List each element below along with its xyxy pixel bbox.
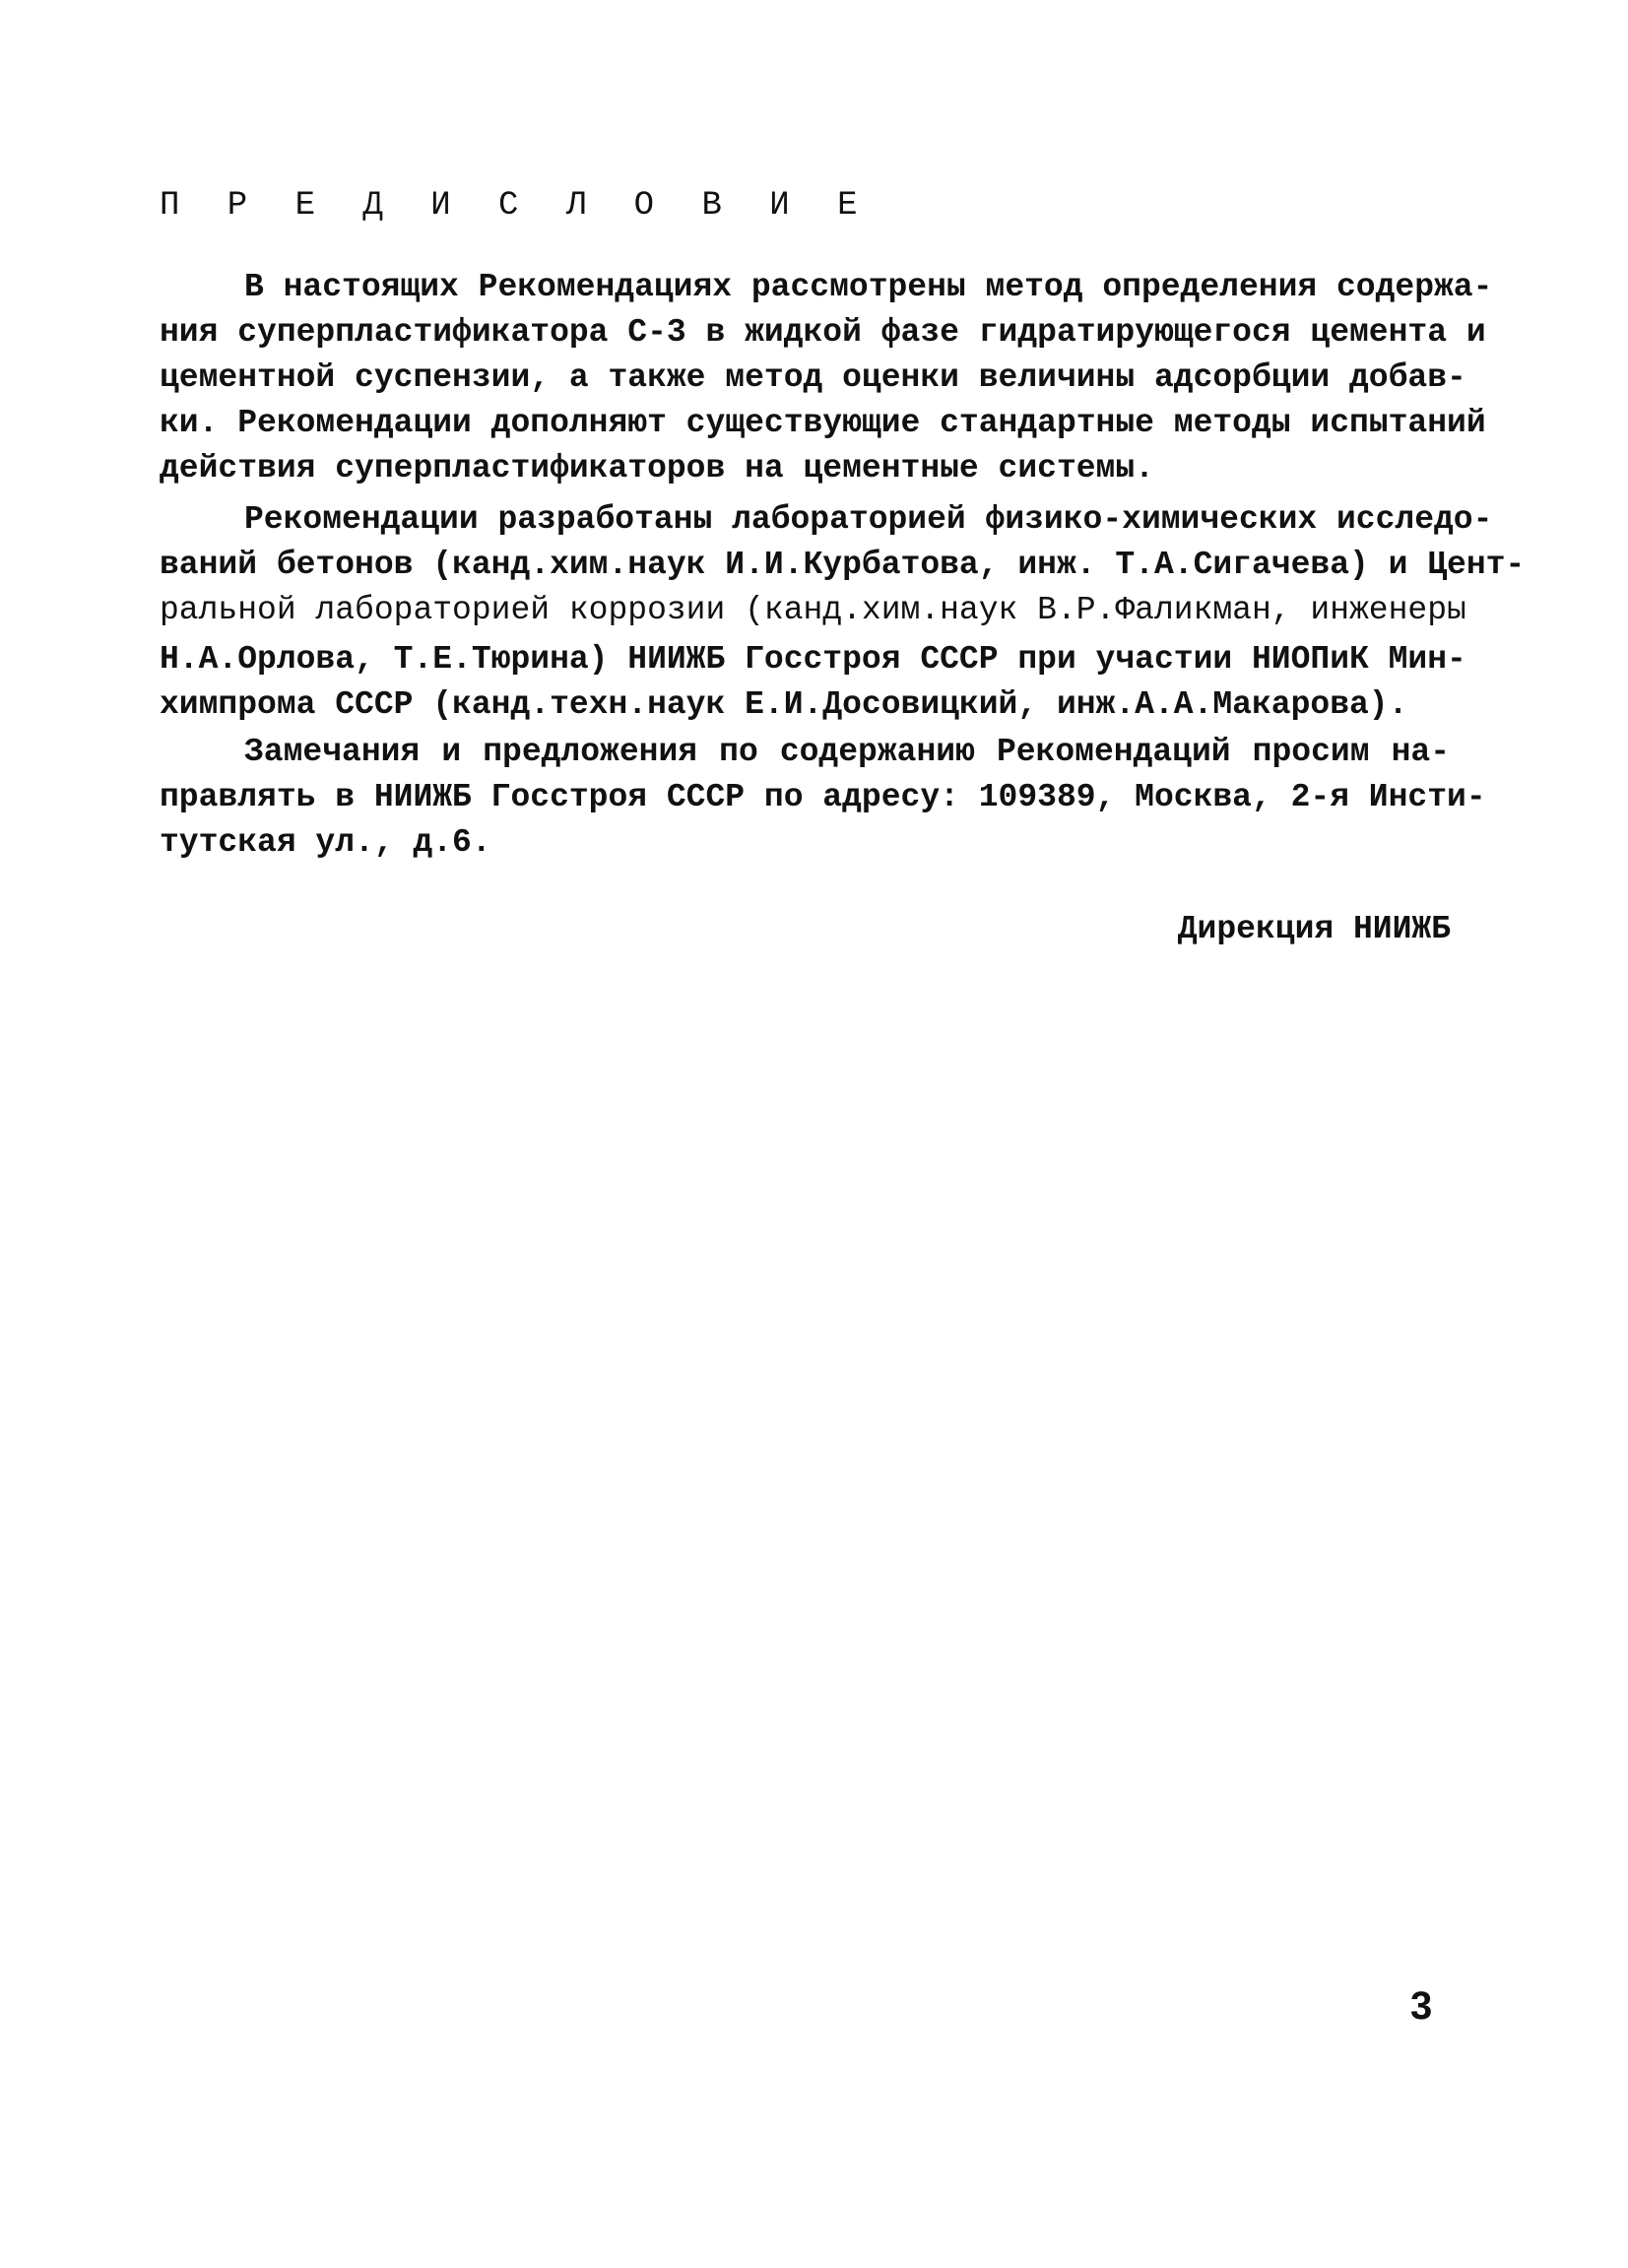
paragraph-3-line-3: тутская ул., д.6. [160, 824, 491, 861]
paragraph-1-line-3: цементной суспензии, а также метод оценки величины адсорбции добав- [160, 359, 1466, 396]
paragraph-2-line-5: химпрома СССР (канд.техн.наук Е.И.Досовицкий, инж.А.А.Макарова). [160, 686, 1408, 723]
page-title: П Р Е Д И С Л О В И Е [160, 187, 872, 225]
paragraph-1-line-4: ки. Рекомендации дополняют существующие стандартные методы испытаний [160, 405, 1486, 441]
paragraph-1-line-2: ния суперпластификатора С-3 в жидкой фазе гидратирующегося цемента и [160, 314, 1486, 351]
paragraph-3-line-2: правлять в НИИЖБ Госстроя СССР по адресу: 109389, Москва, 2-я Инсти- [160, 779, 1486, 815]
page-number: 3 [1410, 1984, 1433, 2028]
paragraph-3-line-1: Замечания и предложения по содержанию Рекомендаций просим на- [244, 734, 1450, 770]
paragraph-1-line-1: В настоящих Рекомендациях рассмотрены метод определения содержа- [244, 269, 1493, 305]
paragraph-2-line-1: Рекомендации разработаны лабораторией физико-химических исследо- [244, 501, 1493, 538]
paragraph-2-line-3: ральной лабораторией коррозии (канд.хим.наук В.Р.Фаликман, инженеры [160, 592, 1466, 628]
signature: Дирекция НИИЖБ [1177, 911, 1451, 947]
paragraph-2-line-4: Н.А.Орлова, Т.Е.Тюрина) НИИЖБ Госстроя СССР при участии НИОПиК Мин- [160, 641, 1466, 678]
paragraph-2-line-2: ваний бетонов (канд.хим.наук И.И.Курбатова, инж. Т.А.Сигачева) и Цент- [160, 547, 1526, 583]
paragraph-1-line-5: действия суперпластификаторов на цементные системы. [160, 450, 1154, 486]
